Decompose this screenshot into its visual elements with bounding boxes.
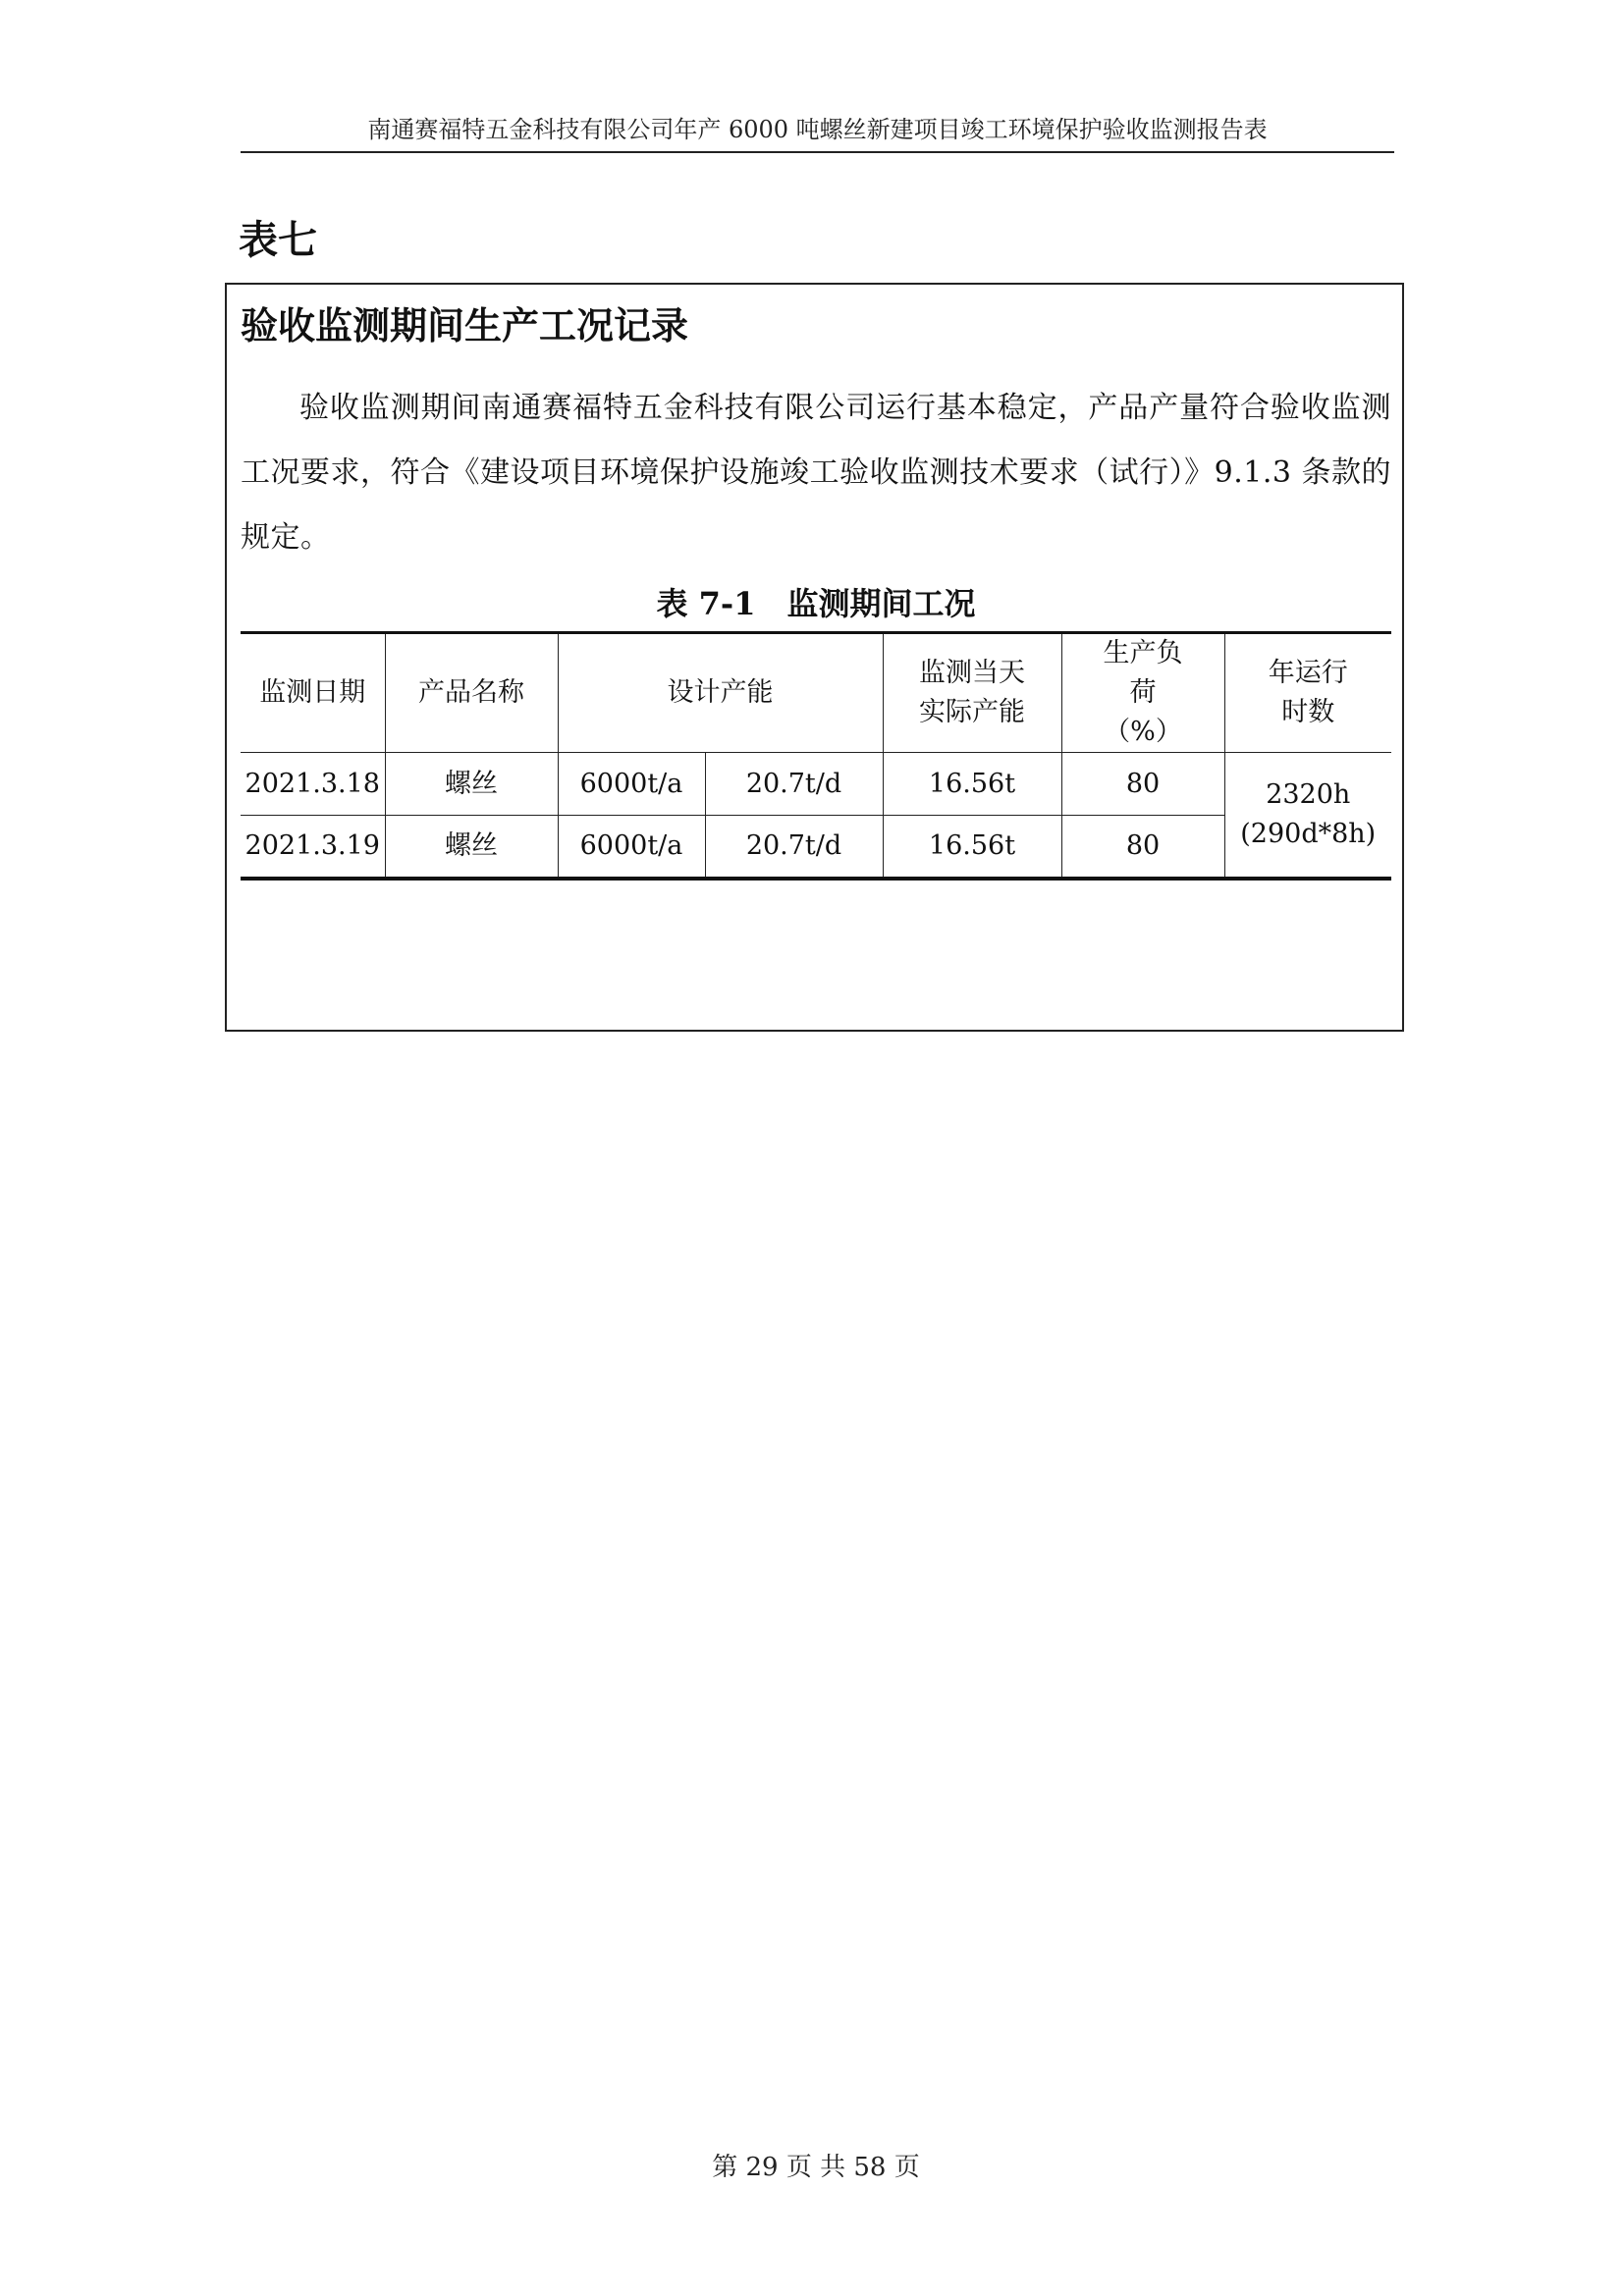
header-product: 产品名称: [385, 633, 558, 753]
section-label: 表七: [239, 218, 317, 263]
cell-date: 2021.3.19: [241, 816, 385, 879]
header-design-capacity: 设计产能: [558, 633, 883, 753]
annual-hours-total: 2320h: [1266, 778, 1351, 810]
cell-load: 80: [1061, 816, 1224, 879]
table-row: [241, 753, 1391, 816]
header-actual-capacity: 监测当天实际产能: [883, 633, 1061, 753]
cell-load: 80: [1061, 753, 1224, 816]
table-row: [241, 816, 1391, 879]
report-header-title: 南通赛福特五金科技有限公司年产 6000 吨螺丝新建项目竣工环境保护验收监测报告表: [367, 116, 1268, 143]
table-header-row: [241, 633, 1391, 753]
cell-product: 螺丝: [385, 753, 558, 816]
working-conditions-table: [241, 631, 1391, 881]
page-number: 第 29 页 共 58 页: [712, 2153, 920, 2182]
cell-design-daily: 20.7t/d: [705, 753, 883, 816]
table-caption: 表 7-1 监测期间工况: [656, 585, 976, 622]
cell-design-annual: 6000t/a: [558, 753, 705, 816]
header-load: 生产负荷（%）: [1061, 633, 1224, 753]
header-date: 监测日期: [241, 633, 385, 753]
cell-actual-capacity: 16.56t: [883, 816, 1061, 879]
body-paragraph: 验收监测期间南通赛福特五金科技有限公司运行基本稳定，产品产量符合验收监测工况要求，符合《建设项目环境保护设施竣工验收监测技术要求（试行）》9.1.3 条款的规定。: [241, 391, 1391, 555]
annual-hours-breakdown: (290d*8h): [1240, 818, 1377, 849]
cell-design-daily: 20.7t/d: [705, 816, 883, 879]
header-divider: [241, 151, 1394, 153]
header-annual-hours: 年运行时数: [1224, 633, 1391, 753]
cell-actual-capacity: 16.56t: [883, 753, 1061, 816]
cell-date: 2021.3.18: [241, 753, 385, 816]
cell-annual-hours: [1224, 753, 1391, 879]
box-title: 验收监测期间生产工况记录: [241, 304, 689, 347]
cell-product: 螺丝: [385, 816, 558, 879]
cell-design-annual: 6000t/a: [558, 816, 705, 879]
